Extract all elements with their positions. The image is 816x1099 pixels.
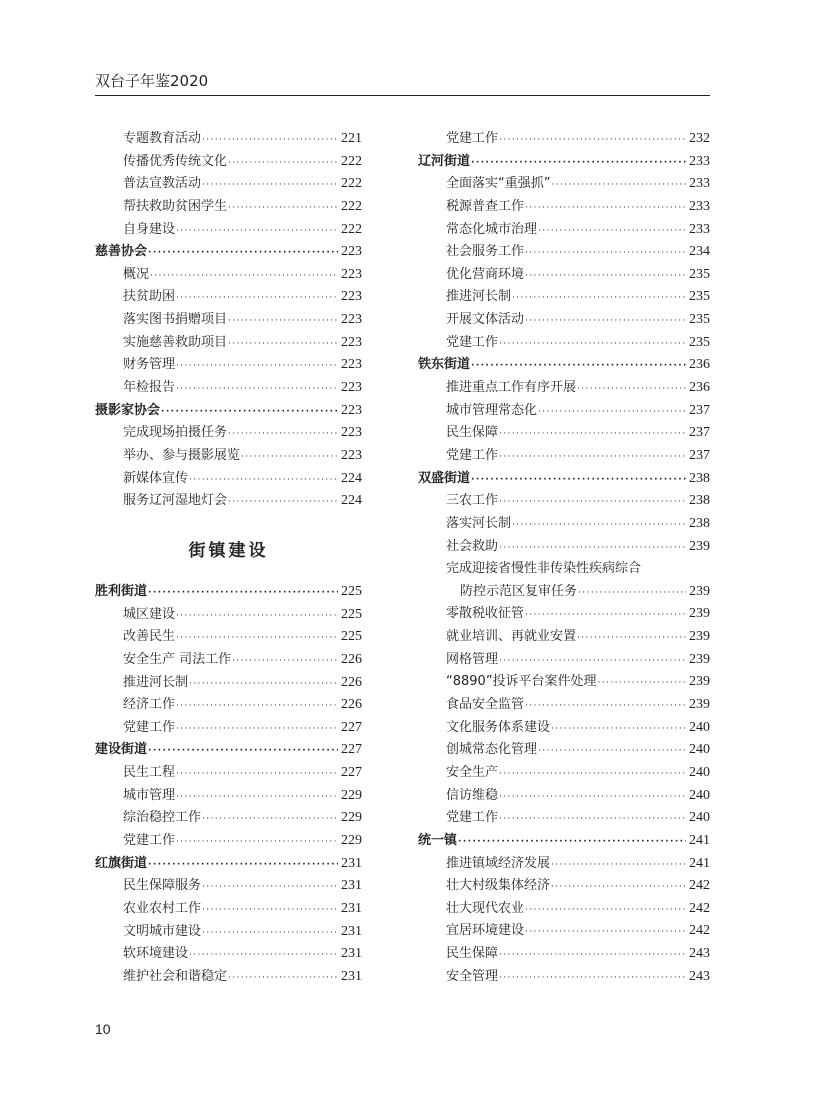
toc-dot-leader	[499, 944, 686, 967]
toc-entry[interactable]	[418, 762, 710, 785]
toc-entry[interactable]	[95, 286, 362, 309]
toc-entry-label: 扶贫助困	[123, 289, 176, 305]
toc-entry-page: 235	[689, 312, 710, 328]
toc-entry-page: 231	[341, 878, 362, 894]
toc-entry-page: 223	[341, 402, 362, 418]
toc-entry-page: 222	[341, 153, 362, 169]
toc-entry-label: 党建工作	[446, 447, 499, 463]
toc-entry-page: 236	[689, 380, 710, 396]
toc-dot-leader	[148, 582, 338, 605]
toc-entry-label: 落实图书捐赠项目	[123, 312, 228, 328]
toc-entry-label: 民生保障	[446, 425, 499, 441]
toc-entry-label: 食品安全监管	[446, 697, 525, 713]
toc-entry-label: 安全生产 司法工作	[123, 651, 232, 667]
toc-entry[interactable]	[418, 853, 710, 876]
toc-entry-page: 235	[689, 266, 710, 282]
toc-entry-label: 党建工作	[446, 131, 499, 146]
toc-dot-leader	[499, 537, 686, 560]
toc-entry-page: 241	[689, 855, 710, 871]
toc-entry-chapter[interactable]	[418, 151, 710, 174]
toc-entry-page: 237	[689, 447, 710, 463]
toc-entry-page: 240	[689, 787, 710, 803]
toc-dot-leader	[202, 129, 338, 152]
toc-entry-label: 零散税收征管	[446, 606, 525, 622]
toc-dot-leader	[189, 469, 338, 492]
toc-dot-leader	[499, 446, 686, 469]
toc-entry-chapter[interactable]	[95, 739, 362, 762]
toc-entry-label: 实施慈善救助项目	[123, 334, 228, 350]
toc-entry[interactable]	[95, 921, 362, 944]
toc-entry[interactable]	[418, 603, 710, 626]
toc-entry[interactable]	[95, 672, 362, 695]
toc-entry-page: 242	[689, 878, 710, 894]
toc-entry-label: 壮大村级集体经济	[446, 878, 551, 894]
toc-dot-leader	[551, 174, 686, 197]
toc-dot-leader	[189, 944, 338, 967]
toc-dot-leader	[538, 401, 686, 424]
toc-entry-page: 233	[689, 198, 710, 214]
toc-entry-chapter[interactable]	[95, 581, 362, 604]
toc-dot-leader	[176, 718, 338, 741]
toc-entry[interactable]	[418, 739, 710, 762]
toc-dot-leader	[471, 152, 686, 175]
toc-entry-label: 财务管理	[123, 357, 176, 373]
toc-entry[interactable]	[95, 151, 362, 174]
toc-entry-label: 改善民生	[123, 629, 176, 645]
toc-entry[interactable]	[95, 649, 362, 672]
toc-dot-leader	[525, 265, 686, 288]
toc-entry-label: 党建工作	[123, 833, 176, 849]
toc-entry-label: 民生保障服务	[123, 878, 202, 894]
toc-entry-label: 壮大现代农业	[446, 900, 525, 916]
toc-entry-label: 摄影家协会	[95, 402, 161, 418]
toc-entry-page: 243	[689, 968, 710, 984]
toc-entry[interactable]	[95, 490, 362, 513]
toc-dot-leader	[512, 287, 686, 310]
toc-entry-label: 社会救助	[446, 538, 499, 554]
toc-dot-leader	[577, 627, 686, 650]
toc-dot-leader	[176, 220, 338, 243]
toc-dot-leader	[228, 967, 338, 990]
toc-entry[interactable]	[418, 264, 710, 287]
toc-entry[interactable]	[418, 128, 710, 151]
toc-dot-leader	[161, 401, 338, 424]
toc-entry-label: 概况	[123, 266, 150, 282]
toc-entry[interactable]	[418, 671, 710, 694]
toc-entry-page: 231	[341, 923, 362, 939]
toc-entry[interactable]	[418, 626, 710, 649]
toc-entry[interactable]	[95, 196, 362, 219]
toc-entry-page: 231	[341, 900, 362, 916]
toc-entry[interactable]	[95, 717, 362, 740]
toc-entry[interactable]	[418, 536, 710, 559]
toc-dot-leader	[499, 763, 686, 786]
toc-entry-label: 文明城市建设	[123, 923, 202, 939]
toc-dot-leader	[499, 808, 686, 831]
toc-entry-label: 城市管理	[123, 787, 176, 803]
toc-dot-leader	[458, 831, 686, 854]
toc-entry-label: 传播优秀传统文化	[123, 153, 228, 169]
toc-entry[interactable]	[418, 445, 710, 468]
toc-entry-page: 239	[689, 606, 710, 622]
toc-entry-label: 经济工作	[123, 697, 176, 713]
toc-entry[interactable]	[95, 875, 362, 898]
toc-entry-page: 229	[341, 833, 362, 849]
toc-dot-leader	[176, 378, 338, 401]
toc-entry[interactable]	[95, 468, 362, 491]
toc-entry-page: 231	[341, 968, 362, 984]
toc-entry-page: 225	[341, 629, 362, 645]
toc-dot-leader	[241, 446, 338, 469]
toc-dot-leader	[525, 197, 686, 220]
toc-entry[interactable]	[418, 173, 710, 196]
toc-entry-page: 239	[689, 651, 710, 667]
toc-entry-page: 223	[341, 425, 362, 441]
toc-entry[interactable]	[418, 286, 710, 309]
toc-entry[interactable]	[95, 626, 362, 649]
toc-entry-chapter[interactable]	[418, 354, 710, 377]
toc-entry-label: 统一镇	[418, 832, 458, 848]
toc-entry[interactable]	[95, 128, 362, 151]
toc-entry-page: 239	[689, 674, 710, 690]
toc-dot-leader	[202, 922, 338, 945]
toc-entry-label: 民生保障	[446, 946, 499, 962]
toc-entry-page: 224	[341, 470, 362, 486]
toc-entry-label: 创城常态化管理	[446, 742, 538, 758]
toc-entry-label: 新媒体宣传	[123, 470, 189, 486]
toc-dot-leader	[176, 695, 338, 718]
toc-dot-leader	[202, 808, 338, 831]
toc-entry[interactable]	[95, 173, 362, 196]
toc-dot-leader	[598, 672, 686, 695]
toc-entry-page: 236	[689, 357, 710, 373]
toc-entry-page: 226	[341, 651, 362, 667]
toc-entry-page: 223	[341, 266, 362, 282]
toc-entry-label: 城区建设	[123, 606, 176, 622]
toc-entry-label: 安全管理	[446, 968, 499, 984]
toc-dot-leader	[176, 786, 338, 809]
toc-dot-leader	[228, 491, 338, 514]
toc-entry[interactable]	[418, 898, 710, 921]
toc-dot-leader	[577, 378, 686, 401]
toc-entry[interactable]	[95, 604, 362, 627]
toc-entry-page: 222	[341, 198, 362, 214]
toc-dot-leader	[148, 854, 338, 877]
toc-entry-page: 239	[689, 538, 710, 554]
toc-dot-leader	[525, 310, 686, 333]
toc-entry-page: 226	[341, 697, 362, 713]
toc-dot-leader	[228, 310, 338, 333]
toc-entry-label: 维护社会和谐稳定	[123, 968, 228, 984]
toc-entry-chapter[interactable]	[95, 241, 362, 264]
toc-dot-leader	[228, 423, 338, 446]
toc-entry-page: 243	[689, 946, 710, 962]
toc-entry-label: “8890”投诉平台案件处理	[446, 674, 597, 690]
toc-dot-leader	[471, 355, 686, 378]
toc-entry-page: 235	[689, 289, 710, 305]
toc-entry[interactable]	[418, 966, 710, 989]
toc-entry-page: 223	[341, 334, 362, 350]
toc-entry[interactable]	[418, 581, 710, 604]
toc-entry[interactable]	[95, 785, 362, 808]
toc-dot-leader	[176, 831, 338, 854]
toc-entry-label: 专题教育活动	[123, 131, 202, 146]
toc-entry-label: 网格管理	[446, 651, 499, 667]
toc-entry[interactable]	[418, 717, 710, 740]
toc-entry[interactable]	[95, 264, 362, 287]
toc-entry-label: 党建工作	[446, 334, 499, 350]
toc-entry-label: 落实河长制	[446, 515, 512, 531]
toc-entry[interactable]	[95, 943, 362, 966]
toc-entry[interactable]	[418, 694, 710, 717]
toc-entry-label: 完成现场拍摄任务	[123, 425, 228, 441]
toc-dot-leader	[148, 740, 338, 763]
toc-dot-leader	[551, 876, 686, 899]
section-title: 街镇建设	[188, 541, 269, 561]
toc-entry-page: 238	[689, 493, 710, 509]
toc-dot-leader	[176, 287, 338, 310]
toc-entry-label: 自身建设	[123, 221, 176, 237]
toc-entry-label: 帮扶救助贫困学生	[123, 198, 228, 214]
toc-entry-label: 全面落实“重强抓”	[446, 176, 551, 192]
toc-column-left-top	[95, 128, 362, 513]
toc-entry[interactable]	[418, 513, 710, 536]
toc-dot-leader	[525, 899, 686, 922]
toc-entry[interactable]	[95, 830, 362, 853]
toc-entry[interactable]	[418, 920, 710, 943]
toc-dot-leader	[525, 921, 686, 944]
toc-entry-label: 税源普查工作	[446, 198, 525, 214]
toc-dot-leader	[202, 174, 338, 197]
toc-entry[interactable]	[418, 490, 710, 513]
toc-dot-leader	[499, 786, 686, 809]
toc-dot-leader	[148, 242, 338, 265]
toc-entry-page: 222	[341, 176, 362, 192]
toc-entry[interactable]	[95, 422, 362, 445]
toc-entry[interactable]	[418, 219, 710, 242]
toc-entry[interactable]	[95, 762, 362, 785]
toc-entry-page: 233	[689, 176, 710, 192]
toc-entry-label: 信访维稳	[446, 787, 499, 803]
toc-entry[interactable]	[95, 219, 362, 242]
toc-dot-leader	[499, 650, 686, 673]
toc-entry-page: 223	[341, 289, 362, 305]
toc-entry[interactable]	[418, 332, 710, 355]
toc-dot-leader	[202, 899, 338, 922]
toc-entry-page: 240	[689, 719, 710, 735]
toc-entry-label: 建设街道	[95, 742, 148, 758]
toc-entry-label: 推进河长制	[446, 289, 512, 305]
toc-entry-chapter[interactable]	[95, 400, 362, 423]
toc-entry-page: 221	[341, 131, 362, 146]
toc-entry[interactable]	[95, 445, 362, 468]
toc-entry-label: 铁东街道	[418, 357, 471, 373]
toc-entry[interactable]	[418, 196, 710, 219]
toc-entry-chapter[interactable]	[418, 468, 710, 491]
toc-dot-leader	[525, 695, 686, 718]
toc-dot-leader	[228, 152, 338, 175]
toc-entry[interactable]	[418, 807, 710, 830]
toc-dot-leader	[551, 718, 686, 741]
toc-entry-page: 241	[689, 832, 710, 848]
toc-entry-label: 软环境建设	[123, 946, 189, 962]
toc-entry-page: 237	[689, 402, 710, 418]
header-divider	[95, 95, 710, 96]
toc-entry[interactable]	[418, 649, 710, 672]
toc-entry-page: 222	[341, 221, 362, 237]
toc-dot-leader	[578, 582, 686, 605]
toc-dot-leader	[499, 423, 686, 446]
toc-entry-label: 红旗街道	[95, 855, 148, 871]
toc-entry-page: 240	[689, 810, 710, 826]
toc-entry[interactable]	[95, 807, 362, 830]
toc-entry-page: 232	[689, 131, 710, 146]
toc-entry-page: 242	[689, 900, 710, 916]
toc-dot-leader	[512, 514, 686, 537]
toc-column-right	[418, 128, 710, 988]
toc-entry-page: 225	[341, 606, 362, 622]
toc-entry-page: 239	[689, 697, 710, 713]
toc-entry-label: 推进河长制	[123, 674, 189, 690]
toc-entry-label: 社会服务工作	[446, 244, 525, 260]
toc-entry[interactable]	[95, 694, 362, 717]
toc-entry-page: 229	[341, 787, 362, 803]
toc-entry-label: 推进镇域经济发展	[446, 855, 551, 871]
toc-dot-leader	[499, 967, 686, 990]
toc-entry-page: 240	[689, 764, 710, 780]
toc-entry-label: 安全生产	[446, 764, 499, 780]
toc-entry-page: 227	[341, 742, 362, 758]
toc-dot-leader	[525, 242, 686, 265]
toc-dot-leader	[538, 740, 686, 763]
toc-entry-page: 235	[689, 334, 710, 350]
toc-entry[interactable]	[95, 377, 362, 400]
toc-entry-page: 223	[341, 312, 362, 328]
toc-dot-leader	[202, 876, 338, 899]
toc-entry-label: 宜居环境建设	[446, 923, 525, 939]
toc-entry-page: 237	[689, 425, 710, 441]
toc-dot-leader	[150, 265, 338, 288]
toc-entry-label: 辽河街道	[418, 153, 471, 169]
toc-entry-label: 优化营商环境	[446, 266, 525, 282]
toc-entry[interactable]	[418, 943, 710, 966]
toc-dot-leader	[499, 333, 686, 356]
toc-entry-page: 234	[689, 244, 710, 260]
toc-entry-label: 党建工作	[446, 810, 499, 826]
toc-entry-page: 223	[341, 447, 362, 463]
toc-entry[interactable]	[418, 309, 710, 332]
toc-dot-leader	[551, 854, 686, 877]
toc-dot-leader	[471, 469, 686, 492]
toc-entry-page: 231	[341, 855, 362, 871]
toc-entry[interactable]	[418, 785, 710, 808]
toc-entry-label: 常态化城市治理	[446, 221, 538, 237]
toc-entry-label: 胜利街道	[95, 584, 148, 599]
toc-entry-page: 227	[341, 719, 362, 735]
toc-entry-label: 就业培训、再就业安置	[446, 629, 577, 645]
toc-dot-leader	[176, 605, 338, 628]
toc-entry[interactable]	[418, 875, 710, 898]
toc-entry-page: 223	[341, 357, 362, 373]
toc-entry-label: 双盛街道	[418, 470, 471, 486]
toc-dot-leader	[525, 604, 686, 627]
toc-entry-page: 239	[689, 629, 710, 645]
toc-entry-page: 226	[341, 674, 362, 690]
toc-entry[interactable]	[95, 309, 362, 332]
toc-entry-label: 举办、参与摄影展览	[123, 447, 241, 463]
toc-entry-page: 229	[341, 810, 362, 826]
toc-entry[interactable]	[418, 422, 710, 445]
page-number: 10	[95, 1021, 111, 1037]
toc-dot-leader	[176, 763, 338, 786]
toc-dot-leader	[228, 333, 338, 356]
toc-entry-chapter[interactable]	[95, 853, 362, 876]
toc-entry-page: 233	[689, 221, 710, 237]
toc-entry[interactable]	[418, 241, 710, 264]
toc-entry-label: 文化服务体系建设	[446, 719, 551, 735]
toc-dot-leader	[538, 220, 686, 243]
toc-entry[interactable]	[418, 558, 710, 581]
running-header-title: 双台子年鉴2020	[95, 72, 209, 90]
toc-entry-label: 三农工作	[446, 493, 499, 509]
toc-dot-leader	[232, 650, 338, 673]
toc-entry-label: 年检报告	[123, 380, 176, 396]
toc-entry-page: 239	[689, 583, 710, 599]
toc-entry[interactable]	[95, 332, 362, 355]
toc-entry-page: 227	[341, 765, 362, 781]
toc-entry[interactable]	[95, 898, 362, 921]
toc-entry-page: 223	[341, 380, 362, 396]
toc-column-left-bottom	[95, 581, 362, 989]
toc-entry-page: 224	[341, 493, 362, 509]
toc-dot-leader	[176, 627, 338, 650]
toc-entry-page: 233	[689, 153, 710, 169]
toc-dot-leader	[499, 129, 686, 152]
toc-entry-label: 普法宣教活动	[123, 176, 202, 192]
toc-dot-leader	[176, 355, 338, 378]
toc-entry-chapter[interactable]	[418, 830, 710, 853]
toc-entry-label: 党建工作	[123, 719, 176, 735]
toc-entry-label: 防控示范区复审任务	[460, 583, 578, 599]
toc-entry[interactable]	[418, 400, 710, 423]
toc-entry-page: 238	[689, 470, 710, 486]
toc-entry-label: 农业农村工作	[123, 900, 202, 916]
toc-entry-page: 223	[341, 244, 362, 260]
toc-entry-page: 225	[341, 584, 362, 599]
toc-entry-page: 238	[689, 515, 710, 531]
toc-entry-label: 城市管理常态化	[446, 402, 538, 418]
toc-entry-label: 完成迎接省慢性非传染性疾病综合	[446, 561, 642, 577]
toc-entry-label: 推进重点工作有序开展	[446, 380, 577, 396]
toc-entry-label: 开展文体活动	[446, 312, 525, 328]
toc-entry-label: 慈善协会	[95, 244, 148, 260]
toc-entry-page: 240	[689, 742, 710, 758]
toc-dot-leader	[189, 673, 338, 696]
toc-entry[interactable]	[95, 354, 362, 377]
toc-entry-page: 231	[341, 946, 362, 962]
toc-dot-leader	[228, 197, 338, 220]
toc-entry-label: 民生工程	[123, 765, 176, 781]
toc-entry-label: 综治稳控工作	[123, 810, 202, 826]
toc-entry[interactable]	[418, 377, 710, 400]
toc-dot-leader	[499, 491, 686, 514]
toc-entry-label: 服务辽河湿地灯会	[123, 493, 228, 509]
toc-entry-page: 242	[689, 923, 710, 939]
toc-entry[interactable]	[95, 966, 362, 989]
